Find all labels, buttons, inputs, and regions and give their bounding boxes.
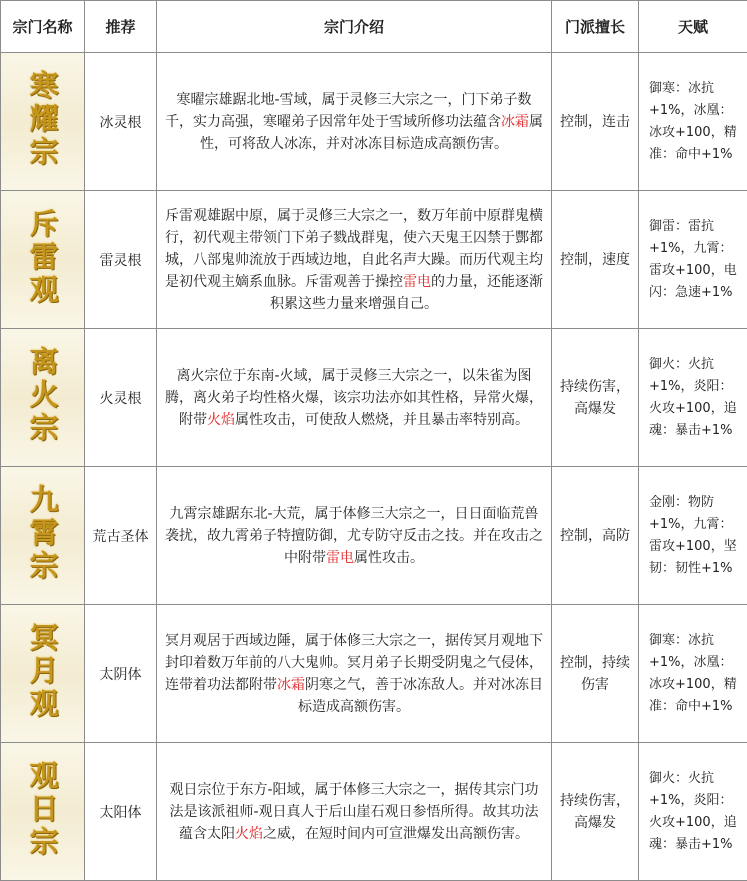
description-text: 观日宗位于东方-阳域，属于体修三大宗之一，据传其宗门功法是该派祖师-观日真人于后山崖石观日参悟所得。故其功法蕴含太阳 <box>169 782 538 842</box>
table-row <box>1 605 747 743</box>
sect-name-cell <box>1 191 85 329</box>
description-text: 属性攻击，可使敌人燃烧，并且暴击率特别高。 <box>235 412 529 428</box>
description-text: 阴寒之气，善于冰冻敌人。并对冰冻目标造成高额伤害。 <box>298 677 543 715</box>
sect-name-cell <box>1 467 85 605</box>
header-recommend: 推荐 <box>85 1 157 53</box>
talent-cell: 御雷：雷抗+1%，九霄：雷攻+100，电闪：急速+1% <box>639 191 747 329</box>
description-text: 九霄宗雄踞东北-大荒，属于体修三大宗之一，日日面临荒兽袭扰，故九霄弟子特擅防御，尤专防守反击之技。并在攻击之中附带 <box>165 506 543 566</box>
description-text: 离火宗位于东南-火域，属于灵修三大宗之一，以朱雀为图腾，离火弟子均性格火爆，该宗功法亦如其性格，异常火爆，附带 <box>165 368 543 428</box>
sect-name: 观日宗 <box>22 760 64 859</box>
talent-cell: 御寒：冰抗+1%，冰凰：冰攻+100，精准：命中+1% <box>639 53 747 191</box>
description-cell <box>157 53 552 191</box>
description-cell <box>157 191 552 329</box>
description-text: 的力量，还能逐渐积累这些力量来增强自己。 <box>270 274 543 312</box>
description-text: 属性攻击。 <box>354 550 424 566</box>
header-sect-name: 宗门名称 <box>1 1 85 53</box>
header-specialty: 门派擅长 <box>552 1 639 53</box>
table-row <box>1 329 747 467</box>
description-text: 斥雷观雄踞中原，属于灵修三大宗之一，数万年前中原群鬼横行，初代观主带领门下弟子戮战群鬼，使六天鬼王囚禁于酆都城，八部鬼帅流放于西域边地，自此名声大躁。而历代观主均是初代观主嫡系血脉。斥雷观善于操控 <box>165 208 543 290</box>
description-text: 之威，在短时间内可宣泄爆发出高额伤害。 <box>263 826 529 842</box>
specialty-cell: 控制，高防 <box>552 467 639 605</box>
talent-cell: 御寒：冰抗+1%，冰凰：冰攻+100，精准：命中+1% <box>639 605 747 743</box>
sect-name-cell <box>1 53 85 191</box>
description-cell <box>157 329 552 467</box>
header-row <box>1 1 747 53</box>
sect-name: 斥雷观 <box>22 208 64 307</box>
description-cell <box>157 467 552 605</box>
element-highlight: 雷电 <box>326 550 354 566</box>
sect-name: 离火宗 <box>22 346 64 445</box>
specialty-cell: 控制，速度 <box>552 191 639 329</box>
specialty-cell: 持续伤害，高爆发 <box>552 743 639 881</box>
recommend-cell: 太阳体 <box>85 743 157 881</box>
description-text: 属性，可将敌人冰冻，并对冰冻目标造成高额伤害。 <box>200 114 543 152</box>
table-row <box>1 743 747 881</box>
element-highlight: 雷电 <box>403 274 431 290</box>
specialty-cell: 持续伤害，高爆发 <box>552 329 639 467</box>
sect-name: 冥月观 <box>22 622 64 721</box>
talent-cell: 御火：火抗+1%，炎阳：火攻+100，追魂：暴击+1% <box>639 743 747 881</box>
specialty-cell: 控制，连击 <box>552 53 639 191</box>
recommend-cell: 太阴体 <box>85 605 157 743</box>
sect-name-cell <box>1 329 85 467</box>
table-row <box>1 191 747 329</box>
element-highlight: 火焰 <box>207 412 235 428</box>
description-cell <box>157 743 552 881</box>
sect-name-cell <box>1 743 85 881</box>
specialty-cell: 控制，持续伤害 <box>552 605 639 743</box>
talent-cell: 金刚：物防+1%，九霄：雷攻+100，坚韧：韧性+1% <box>639 467 747 605</box>
sect-name: 寒耀宗 <box>22 70 64 169</box>
recommend-cell: 冰灵根 <box>85 53 157 191</box>
header-description: 宗门介绍 <box>157 1 552 53</box>
table-row <box>1 53 747 191</box>
sect-name: 九霄宗 <box>22 484 64 583</box>
sect-name-cell <box>1 605 85 743</box>
header-talent: 天赋 <box>639 1 747 53</box>
description-text: 寒曜宗雄踞北地-雪域，属于灵修三大宗之一，门下弟子数千，实力高强，寒曜弟子因常年处于雪域所修功法蕴含 <box>165 92 532 130</box>
talent-cell: 御火：火抗+1%，炎阳：火攻+100，追魂：暴击+1% <box>639 329 747 467</box>
recommend-cell: 荒古圣体 <box>85 467 157 605</box>
element-highlight: 冰霜 <box>501 114 529 130</box>
recommend-cell: 火灵根 <box>85 329 157 467</box>
table-row <box>1 467 747 605</box>
element-highlight: 冰霜 <box>277 677 305 693</box>
description-text: 冥月观居于西域边陲，属于体修三大宗之一，据传冥月观地下封印着数万年前的八大鬼帅。冥月弟子长期受阴鬼之气侵体，连带着功法都附带 <box>165 633 543 693</box>
description-cell <box>157 605 552 743</box>
recommend-cell: 雷灵根 <box>85 191 157 329</box>
element-highlight: 火焰 <box>235 826 263 842</box>
